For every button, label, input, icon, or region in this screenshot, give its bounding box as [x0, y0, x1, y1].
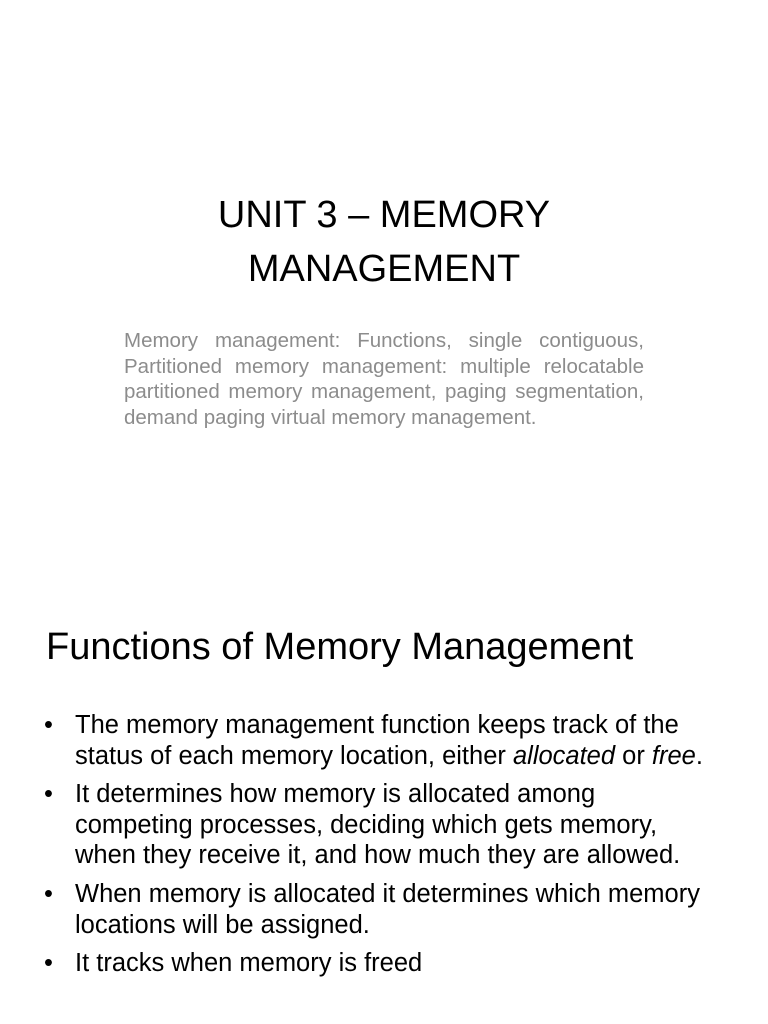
bullet-item — [44, 948, 714, 979]
bullet-item — [44, 779, 714, 871]
slide-title-line-2: MANAGEMENT — [247, 248, 521, 290]
bullet-text-end: . — [695, 741, 703, 770]
section-title: Functions of Memory Management — [46, 626, 634, 668]
bullet-text: It tracks when memory is freed — [75, 949, 423, 978]
bullet-text-middle: or — [615, 741, 652, 770]
emphasis-free: free — [651, 741, 696, 770]
slide-subtitle: Memory management: Functions, single contiguous, Partitioned memory management: multiple relocatable partitioned memory management, paging segmentation, demand paging virtual memory management. — [124, 329, 644, 429]
bullet-item — [44, 879, 714, 940]
bullet-text: When memory is allocated it determines which memory locations will be assigned. — [75, 879, 700, 939]
slide-2 — [0, 576, 768, 1024]
bullet-marker: • — [44, 780, 53, 809]
bullet-list — [44, 710, 714, 987]
bullet-marker: • — [44, 949, 53, 978]
bullet-text: It determines how memory is allocated among competing processes, deciding which gets memory, when they receive it, and how much they are allowed. — [75, 780, 681, 870]
slide-title — [0, 188, 768, 296]
bullet-item — [44, 710, 714, 771]
bullet-marker: • — [44, 711, 53, 739]
slide-title-line-1: UNIT 3 – MEMORY — [217, 194, 551, 236]
emphasis-allocated: allocated — [512, 741, 616, 770]
bullet-marker: • — [44, 879, 53, 908]
bullet-text: The memory management function keeps track of the status of each memory location, either — [75, 711, 679, 770]
